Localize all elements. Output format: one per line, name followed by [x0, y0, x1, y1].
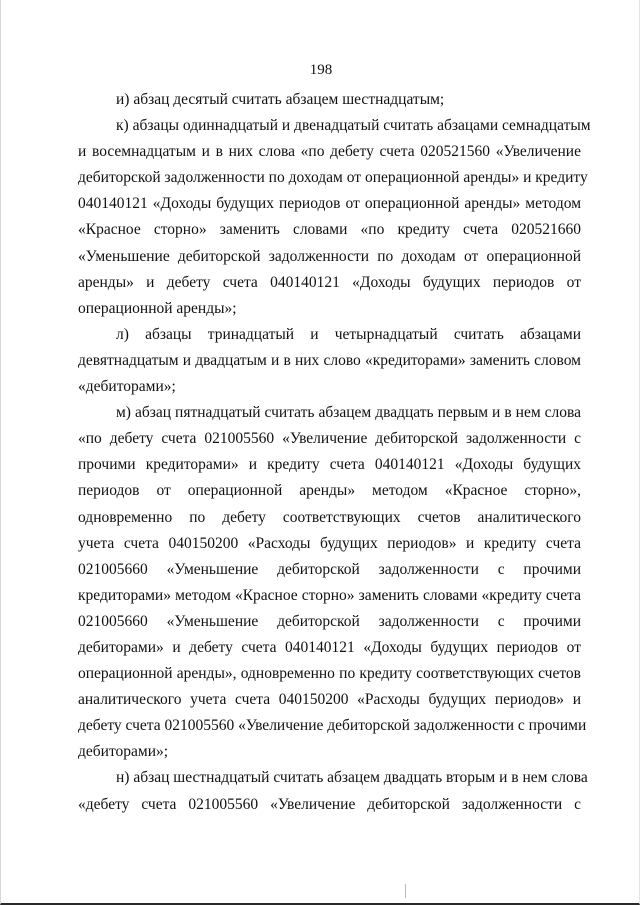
text-line: одновременно по дебету соответствующих счетов аналитического — [78, 508, 581, 526]
text-line: «дебету счета 021005560 «Увеличение дебиторской задолженности с — [78, 795, 581, 813]
text-line: «по дебету счета 021005560 «Увеличение дебиторской задолженности с — [78, 430, 581, 448]
scan-mark — [405, 884, 406, 898]
text-line: «дебиторами»; — [78, 378, 176, 396]
text-line: дебиторами»; — [78, 743, 169, 761]
text-line: «Уменьшение дебиторской задолженности по доходам от операционной — [78, 247, 581, 265]
text-line: девятнадцатым и двадцатым и в них слово «кредиторами» заменить словом — [78, 351, 581, 369]
text-line: дебету счета 021005560 «Увеличение дебиторской задолженности с прочими — [78, 717, 587, 735]
text-line: аренды» и дебету счета 040140121 «Доходы будущих периодов от — [78, 273, 581, 291]
text-line: «Красное сторно» заменить словами «по кредиту счета 020521660 — [78, 221, 581, 239]
text-line: учета счета 040150200 «Расходы будущих периодов» и кредиту счета — [78, 534, 581, 552]
text-line: кредиторами» методом «Красное сторно» заменить словами «кредиту счета — [78, 586, 581, 604]
text-line: 021005660 «Уменьшение дебиторской задолженности с прочими — [78, 612, 581, 630]
text-line: аналитического учета счета 040150200 «Расходы будущих периодов» и — [78, 691, 581, 709]
text-line: к) абзацы одиннадцатый и двенадцатый считать абзацами семнадцатым — [116, 117, 591, 135]
text-line: дебиторами» и дебету счета 040140121 «Доходы будущих периодов от — [78, 638, 581, 656]
text-line: периодов от операционной аренды» методом «Красное сторно», — [78, 482, 581, 500]
document-body — [78, 87, 591, 818]
text-line: н) абзац шестнадцатый считать абзацем двадцать вторым и в нем слова — [116, 769, 588, 787]
text-line: операционной аренды», одновременно по кредиту соответствующих счетов — [78, 665, 581, 683]
text-line: прочими кредиторами» и кредиту счета 040140121 «Доходы будущих — [78, 456, 581, 474]
text-line: и восемнадцатым и в них слова «по дебету счета 020521560 «Увеличение — [78, 143, 581, 161]
page-number: 198 — [309, 62, 333, 78]
text-line: л) абзацы тринадцатый и четырнадцатый считать абзацами — [116, 325, 581, 343]
text-line: дебиторской задолженности по доходам от операционной аренды» и кредиту — [78, 169, 588, 187]
text-line: операционной аренды»; — [78, 299, 237, 317]
text-line: м) абзац пятнадцатый считать абзацем двадцать первым и в нем слова — [116, 404, 581, 422]
text-line: 040140121 «Доходы будущих периодов от операционной аренды» методом — [78, 195, 581, 213]
text-line: 021005660 «Уменьшение дебиторской задолженности с прочими — [78, 560, 581, 578]
text-line: и) абзац десятый считать абзацем шестнадцатым; — [116, 91, 445, 108]
